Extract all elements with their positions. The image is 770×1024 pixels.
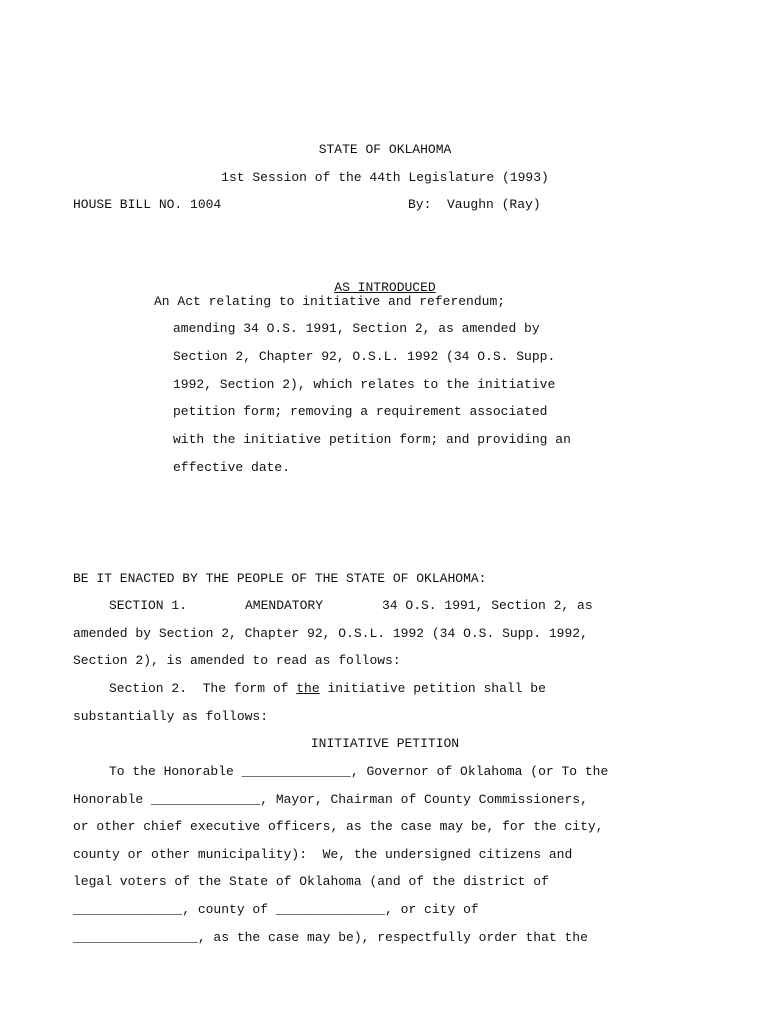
inserted-word: the: [296, 681, 320, 696]
petition-line: county or other municipality): We, the undersigned citizens and: [73, 847, 573, 862]
section-1-label: SECTION 1.: [109, 598, 188, 613]
act-title-line: 1992, Section 2), which relates to the initiative: [173, 377, 556, 392]
bill-status-text: AS INTRODUCED: [334, 280, 436, 295]
section-1-text: Section 2), is amended to read as follows:: [73, 653, 401, 668]
petition-heading: INITIATIVE PETITION: [310, 736, 460, 751]
section-2-text-pre: Section 2. The form of: [109, 681, 297, 696]
section-2-text-post: initiative petition shall be: [319, 681, 546, 696]
act-title-line: with the initiative petition form; and providing an: [173, 432, 571, 447]
act-title-line: petition form; removing a requirement associated: [173, 404, 548, 419]
bill-author: By: Vaughn (Ray): [408, 197, 541, 212]
petition-line: or other chief executive officers, as the case may be, for the city,: [73, 819, 604, 834]
petition-line: legal voters of the State of Oklahoma (and of the district of: [73, 874, 549, 889]
act-title-line: An Act relating to initiative and referendum;: [154, 294, 506, 309]
petition-line: ________________, as the case may be), respectfully order that the: [73, 930, 588, 945]
state-heading: STATE OF OKLAHOMA: [318, 142, 452, 157]
session-line: 1st Session of the 44th Legislature (1993): [221, 170, 549, 185]
bill-number: HOUSE BILL NO. 1004: [73, 197, 222, 212]
petition-line: ______________, county of ______________, or city of: [73, 902, 479, 917]
petition-line: To the Honorable ______________, Governor of Oklahoma (or To the: [109, 764, 609, 779]
act-title-line: effective date.: [173, 460, 291, 475]
section-1-text: amended by Section 2, Chapter 92, O.S.L. 1992 (34 O.S. Supp. 1992,: [73, 626, 588, 641]
section-1-citation: 34 O.S. 1991, Section 2, as: [382, 598, 593, 613]
act-title-line: amending 34 O.S. 1991, Section 2, as amended by: [173, 321, 540, 336]
enacting-clause: BE IT ENACTED BY THE PEOPLE OF THE STATE OF OKLAHOMA:: [73, 571, 487, 586]
section-1-type: AMENDATORY: [245, 598, 324, 613]
section-2-text: [109, 681, 546, 697]
section-2-text: substantially as follows:: [73, 709, 269, 724]
petition-line: Honorable ______________, Mayor, Chairman of County Commissioners,: [73, 792, 588, 807]
act-title-line: Section 2, Chapter 92, O.S.L. 1992 (34 O.S. Supp.: [173, 349, 556, 364]
